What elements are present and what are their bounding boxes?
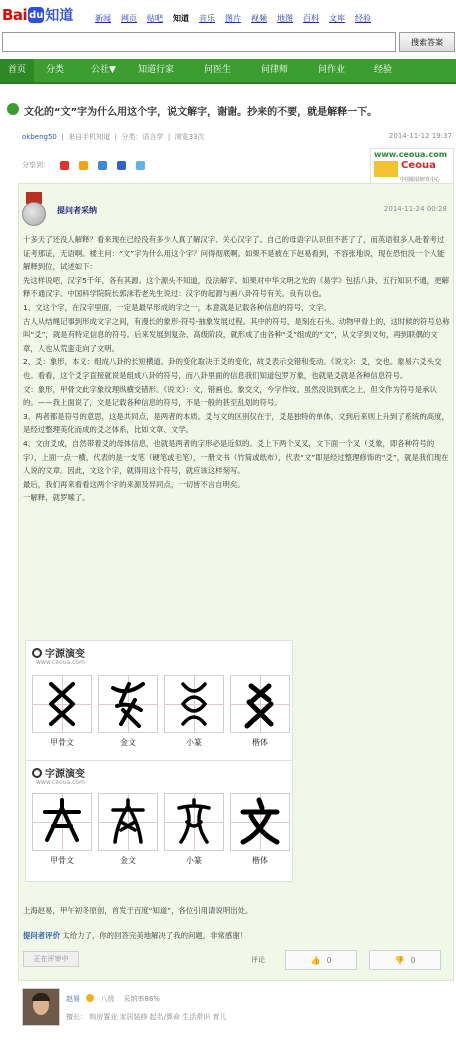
ceoua-ad[interactable] [370, 148, 454, 184]
paw-icon: du [28, 7, 44, 23]
question-category[interactable]: 分类：语言学 [121, 133, 164, 141]
comment-link[interactable]: 评论 [251, 956, 265, 964]
yao-xiaozhuan-glyph [165, 676, 223, 732]
thumb-up-icon: 👍 [310, 955, 321, 965]
share-bar [22, 160, 145, 170]
greennav-gongshe[interactable]: 公社▼ [91, 65, 116, 75]
nav-map[interactable]: 地图 [277, 14, 293, 23]
baidu-zhidao-logo[interactable] [2, 5, 73, 25]
qzone-icon[interactable] [79, 161, 88, 170]
yao-jinwen-glyph [99, 676, 157, 732]
circle-icon [32, 648, 42, 658]
answerer-level: 八级 [100, 995, 115, 1003]
vote-up-count: 0 [326, 955, 332, 965]
glyph-cell-jinwen [98, 793, 158, 851]
greennav-doctor[interactable]: 问医生 [204, 65, 232, 75]
caption-jiagu: 甲骨文 [50, 738, 74, 747]
question-source[interactable]: 来自手机知道 [68, 133, 111, 141]
answer-paragraph: 十多天了还没人解释？看来现在已经没有多少人真了解汉字、关心汉字了。自己的母语字认识但不甚了了，而英语很多人赴着考过证考那证，无语啊。楼主问：“文”字为什么用这个字？问得彻底啊。如果不是被在下赵易看到，不容张地说，现在恐怕没一个人能解释到位，试述如下： [23, 235, 445, 272]
logo-bai: Bai [2, 6, 28, 24]
thumb-down-icon: 👎 [394, 955, 405, 965]
nav-news[interactable]: 新闻 [95, 14, 111, 23]
answer-footer-note: 上海赵易，甲午初冬原创，首发于百度“知道”，各位引用请说明出处。 [23, 906, 253, 915]
renren-icon[interactable] [117, 161, 126, 170]
evolution-header: 字源演变 [32, 645, 85, 660]
rating-label: 提问者评价 [23, 931, 60, 940]
answer-paragraph: 4、文由爻成，自然带着爻的母体信息，也就是两者的字形必是近似的。爻上下两个叉叉，文下面一个叉（爻象，即各种符号的字），上面一点一横，代表的是一支笔（硬笔或毛笔），一册文书（竹简或纸布），代表“文”即是经过整理修饰的“爻”，就是我们现在人说的文章。因此，文这个字，就得用这个符号，就应该这样刻写。 [23, 438, 449, 476]
answer-paragraph: 2、爻：象形，本义：组成八卦的长短横道。卦的变化取决于爻的变化，故爻表示交错和变动。《说文》：爻，交也。象易六爻头交也。看看，这个爻字直接就说是组成八卦的符号，而八卦里面的信息我们知道包罗万象，也就是爻就是各种信息符号。 [23, 357, 442, 380]
answer-paragraph: 3、两者都是符号的意思，这是共同点，是两者的本质。爻与文的区别仅在于，爻是独特的单体，文到后来则上升到了系统的高度，是经过整理美化而成的爻之体系，比如文章、文学。 [23, 411, 449, 435]
question-icon [7, 103, 19, 115]
more-share-icon[interactable] [136, 161, 145, 170]
level-badge-icon [86, 994, 94, 1002]
ad-url: www.ceoua.com [374, 150, 448, 159]
circle-icon [32, 768, 42, 778]
top-nav [95, 13, 381, 24]
answer-paragraph: 古人从结绳记事到形成文字之间，有漫长的象形-符号-抽象发展过程。其中的符号，是刻在石头、动物甲骨上的，这时候的符号总称叫“爻”，就是有特定信息的符号。后来发展到复杂、高级阶段，就形成了由各种“爻”组成的“文”，从文字到文句，再到联偶的文章，人也从荒蛮走向了文明。 [23, 316, 450, 353]
ceoua-logo-icon [374, 161, 398, 177]
caption-kaiti: 楷体 [252, 738, 268, 747]
answerer-avatar[interactable] [22, 988, 60, 1026]
character-evolution-yao [25, 640, 293, 766]
nav-music[interactable]: 音乐 [199, 14, 215, 23]
glyph-cell-jiagu [32, 675, 92, 733]
nav-jingyan[interactable]: 经验 [355, 14, 371, 23]
answer-paragraph: 一解释，就罗嗦了。 [23, 493, 90, 503]
glyph-cell-jinwen [98, 675, 158, 733]
greennav-homework[interactable]: 问作业 [318, 65, 346, 75]
top-bar [0, 0, 456, 56]
vote-down-button[interactable] [369, 950, 441, 970]
asker-rating [23, 930, 247, 941]
answer-time: 2014-11-24 00:28 [383, 205, 447, 213]
best-answer-panel [18, 183, 454, 981]
nav-baike[interactable]: 百科 [303, 14, 319, 23]
question-author[interactable]: okbeng50 [22, 133, 57, 141]
wen-jinwen-glyph [99, 794, 157, 850]
glyph-cell-jiagu [32, 793, 92, 851]
nav-images[interactable]: 图片 [225, 14, 241, 23]
caption-xiaozhuan: 小篆 [186, 856, 202, 865]
vote-down-count: 0 [410, 955, 416, 965]
question-time: 2014-11-12 19:37 [388, 132, 452, 140]
comment-review-button[interactable]: 正在评审中 [23, 951, 79, 967]
yao-jiagu-glyph [33, 676, 91, 732]
caption-jiagu: 甲骨文 [50, 856, 74, 865]
evolution-site: www.ceoua.com [36, 779, 85, 786]
share-label: 分享到： [22, 161, 50, 169]
search-input[interactable] [2, 32, 396, 52]
caption-jinwen: 金文 [120, 856, 136, 865]
greennav-lawyer[interactable]: 问律师 [261, 65, 289, 75]
wen-kaiti-glyph [231, 794, 289, 850]
yao-kaiti-glyph [231, 676, 289, 732]
nav-wenku[interactable]: 文库 [329, 14, 345, 23]
nav-video[interactable]: 视频 [251, 14, 267, 23]
best-answer-label: 提问者采纳 [57, 206, 97, 215]
answerer-expertise: 擅长： 购房置业 家居装修 起名/算命 生活常识 育儿 [66, 1013, 227, 1021]
answerer-name[interactable]: 赵易 [66, 995, 80, 1003]
wen-xiaozhuan-glyph [165, 794, 223, 850]
nav-zhidao[interactable]: 知道 [173, 14, 189, 23]
greennav-category[interactable]: 分类 [46, 65, 65, 75]
answer-actions [23, 950, 451, 972]
greennav-experts[interactable]: 知道行家 [138, 65, 175, 75]
evolution-header: 字源演变 [32, 765, 85, 780]
question-title: 文化的“文”字为什么用这个字，说文解字，谢谢。抄来的不要，就是解释一下。 [24, 107, 378, 118]
search-answer-button[interactable]: 搜索答案 [399, 32, 455, 52]
caption-jinwen: 金文 [120, 738, 136, 747]
ad-brand: Ceoua [401, 160, 436, 171]
logo-zhidao: 知道 [45, 8, 74, 24]
question-meta: okbeng50 | 来自手机知道 | 分类：语言学 | 浏览33次 2014-11-12 19:37 [22, 132, 452, 141]
evolution-site: www.ceoua.com [36, 659, 85, 666]
character-evolution-wen [25, 760, 293, 882]
vote-up-button[interactable] [285, 950, 357, 970]
answerer-adopt-rate: 采纳率86% [123, 995, 160, 1003]
question-views: 浏览33次 [174, 133, 205, 141]
answer-body [23, 233, 451, 505]
glyph-cell-xiaozhuan [164, 793, 224, 851]
nav-tieba[interactable]: 贴吧 [147, 14, 163, 23]
greennav-jingyan[interactable]: 经验 [374, 65, 393, 75]
greennav-home[interactable]: 首页 [0, 59, 34, 82]
glyph-cell-kaiti [230, 675, 290, 733]
wen-jiagu-glyph [33, 794, 91, 850]
answer-paragraph: 1、文这个字，在汉字里面，一定是最早形成的字之一，本意就是记载各种信息的符号，文字。 [23, 302, 331, 312]
tencent-weibo-icon[interactable] [98, 161, 107, 170]
caption-kaiti: 楷体 [252, 856, 268, 865]
nav-web[interactable]: 网页 [121, 14, 137, 23]
category-nav [0, 59, 456, 84]
glyph-cell-kaiti [230, 793, 290, 851]
rating-text: 太给力了，你的回答完美地解决了我的问题，非常感谢！ [62, 931, 248, 940]
caption-xiaozhuan: 小篆 [186, 738, 202, 747]
answerer-info [66, 994, 160, 1004]
medal-icon [21, 192, 47, 232]
answer-paragraph: 最后，我们再来看看这两个字的来源及异同点，一切皆不言自明矣。 [23, 479, 245, 489]
ad-subtitle: 中国服装研发中心 [400, 177, 441, 183]
glyph-cell-xiaozhuan [164, 675, 224, 733]
weibo-icon[interactable] [60, 161, 69, 170]
answer-paragraph: 先这样说吧，汉字5千年，各有其源。这个源头不知道，没法解字。如果对中华文明之光的《易学》包括八卦、五行知识不通，更解释不通汉字。中国科学院院长郭沫若老先生说过：汉字的起源与画八卦符号有关。良有以也。 [23, 275, 449, 299]
answer-paragraph: 文：象形，甲骨文此字象纹理纵横交错形。《说文》：文，错画也。象交文，今字作纹。虽然没说到底之上，但文作为符号是承认的。——我上面说了，文是记载各种信息的符号，不是一般的甚至乱划的符号。 [23, 384, 437, 408]
